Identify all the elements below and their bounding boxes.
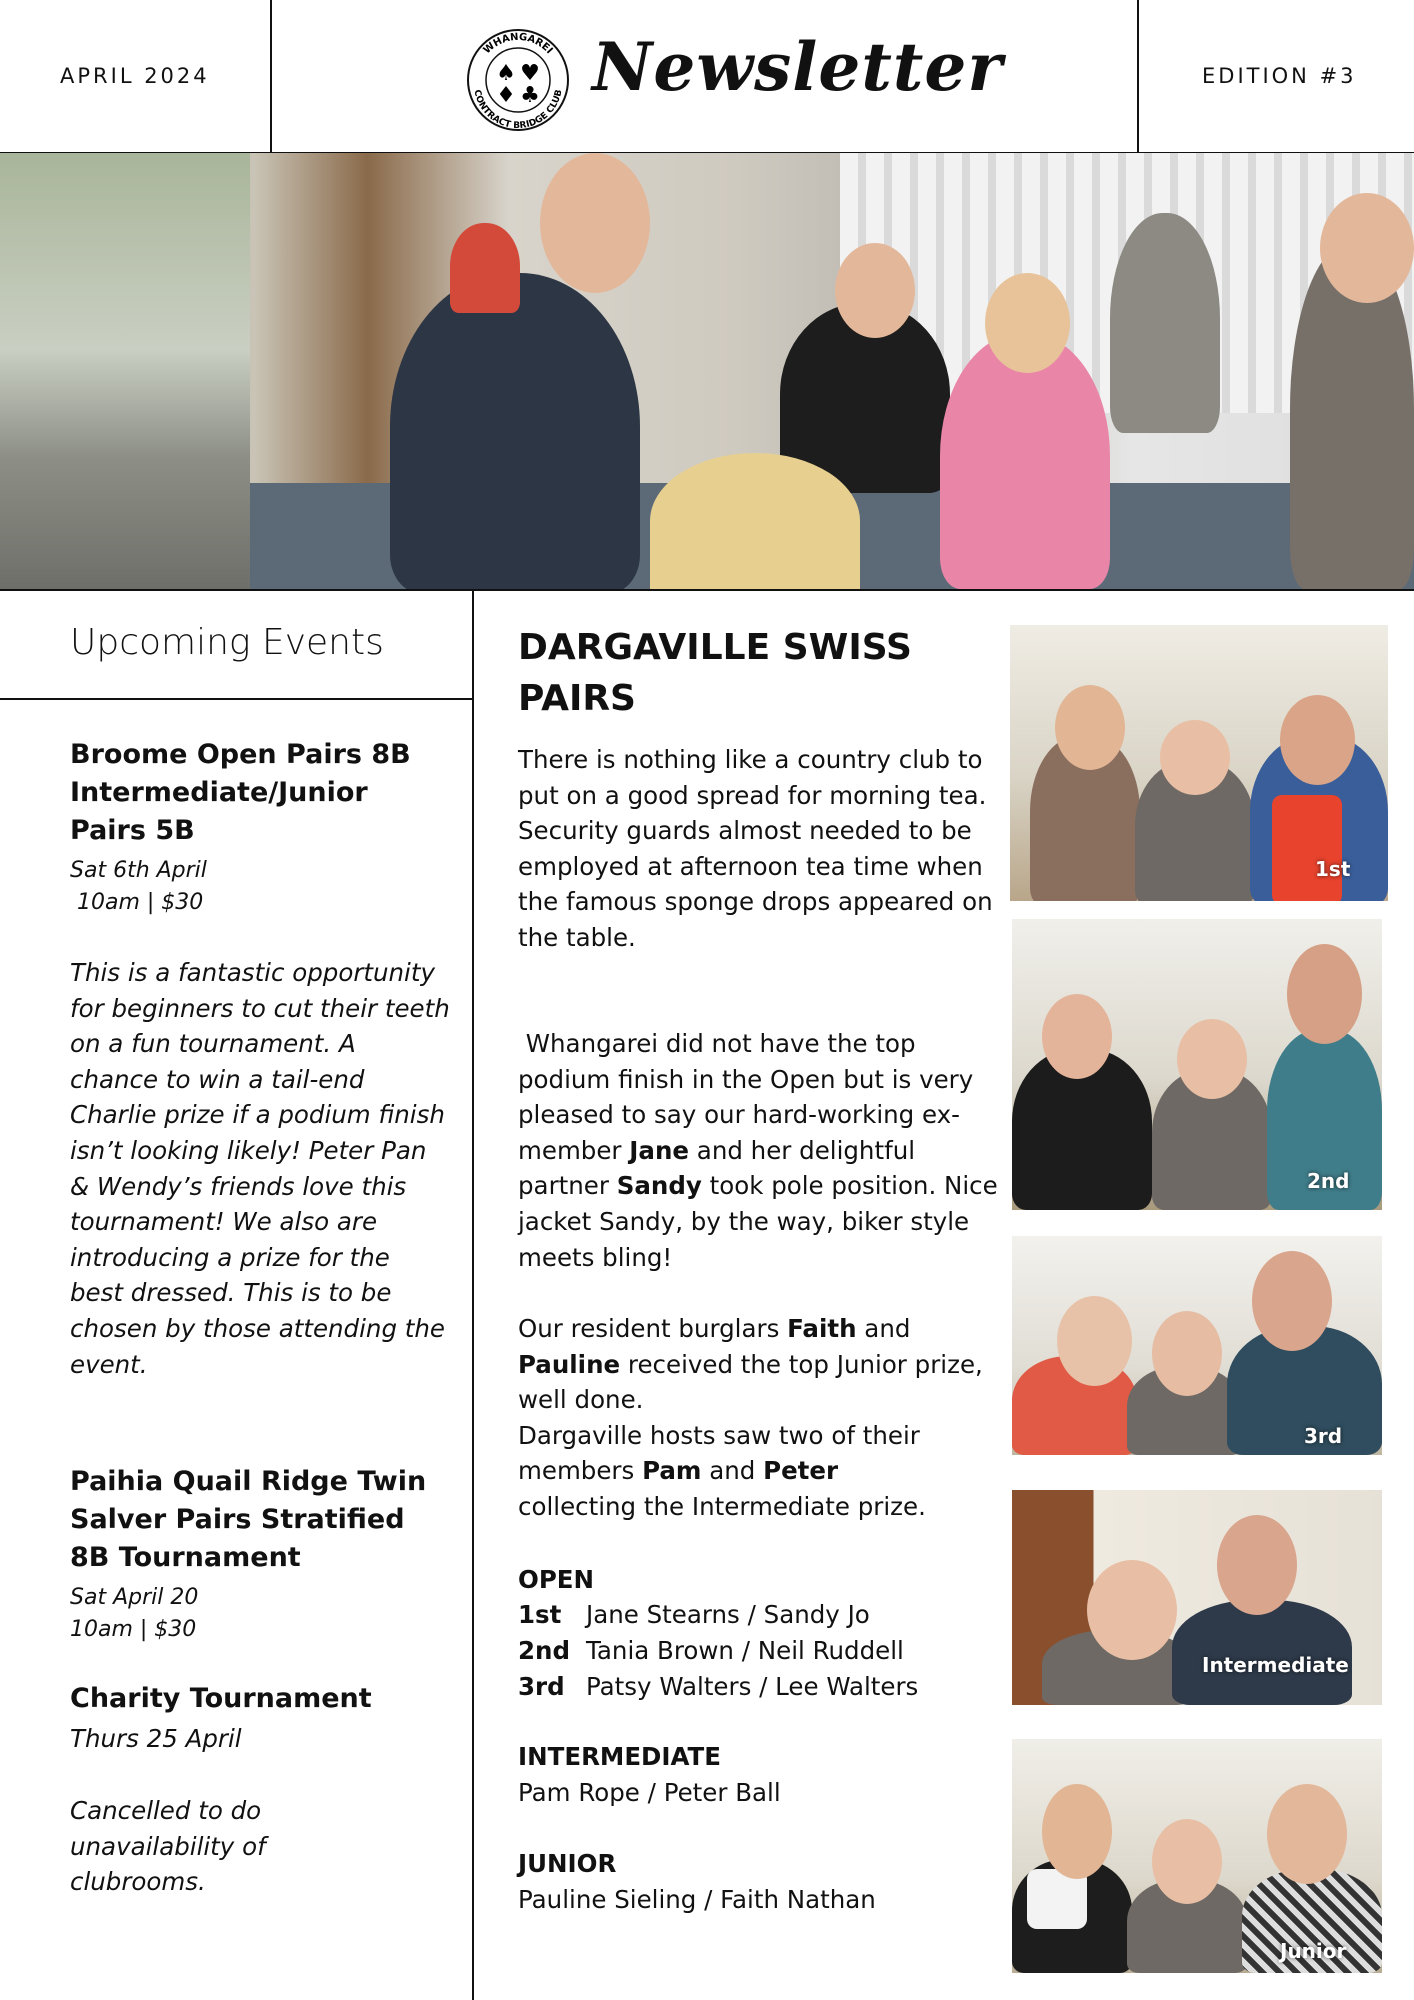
result-names: Pauline Sieling / Faith Nathan <box>518 1885 876 1914</box>
result-row <box>518 1636 904 1665</box>
hero-person <box>1110 213 1220 433</box>
results-intermediate-heading: INTERMEDIATE <box>518 1742 722 1771</box>
result-row <box>518 1600 870 1629</box>
article-text: and her delightful partner <box>518 1135 923 1201</box>
article-text: Our resident burglars <box>518 1314 788 1343</box>
photo-caption: Intermediate <box>1202 1653 1349 1677</box>
article-text: and <box>856 1314 919 1343</box>
events-heading-rule <box>0 698 472 700</box>
event-title: Broome Open Pairs 8B Intermediate/Junior Pairs 5B <box>70 739 411 846</box>
issue-date: APRIL 2024 <box>60 64 210 88</box>
article-text: and <box>701 1456 764 1486</box>
article-text: took pole position. Nice jacket Sandy, by the way, biker style meets bling! <box>518 1171 1006 1272</box>
hero-person-head <box>540 153 650 293</box>
photo-1st <box>1010 625 1388 901</box>
hero-person <box>450 223 520 313</box>
event-date: Thurs 25 April <box>70 1724 242 1753</box>
event-date: Sat April 20 <box>70 1585 199 1610</box>
article-text: received the top Junior prize, well done. <box>518 1349 991 1415</box>
event-title: Paihia Quail Ridge Twin Salver Pairs Stratified 8B Tournament <box>70 1466 427 1573</box>
heart-icon: ♥ <box>520 61 540 86</box>
result-names: Patsy Walters / Lee Walters <box>586 1672 919 1701</box>
article-text: collecting the Intermediate prize. <box>518 1491 926 1521</box>
hero-bottom-rule <box>0 589 1414 591</box>
hero-person-head <box>985 273 1070 373</box>
name-faith: Faith <box>787 1314 857 1343</box>
result-row <box>518 1672 918 1701</box>
event-title: Charity Tournament <box>70 1683 372 1714</box>
article-title: DARGAVILLE SWISS PAIRS <box>518 627 912 719</box>
photo-intermediate <box>1012 1490 1382 1705</box>
event-description: Cancelled to do unavailability of clubrooms. <box>70 1796 266 1897</box>
results-junior-heading: JUNIOR <box>518 1849 617 1878</box>
hero-person <box>650 453 860 589</box>
upcoming-events-heading: Upcoming Events <box>70 622 384 663</box>
logo-text-bottom: CONTRACT BRIDGE CLUB <box>471 88 565 132</box>
photo-caption: Junior <box>1280 1939 1347 1963</box>
hero-person <box>390 273 640 589</box>
results-open-heading: OPEN <box>518 1565 595 1594</box>
photo-caption: 1st <box>1315 857 1351 881</box>
photo-caption: 2nd <box>1307 1169 1350 1193</box>
article-paragraph: There is nothing like a country club to put on a good spread for morning tea. Security guards almost needed to be employed at afternoon tea time when the famous sponge drops appeared on the table. <box>518 745 993 952</box>
photo-caption: 3rd <box>1304 1424 1343 1448</box>
name-jane: Jane <box>629 1135 690 1165</box>
photo-3rd <box>1012 1236 1382 1455</box>
hero-photo <box>0 153 1414 589</box>
svg-text:CONTRACT BRIDGE CLUB <box>471 89 564 131</box>
name-sandy: Sandy <box>616 1171 702 1201</box>
hero-person-head <box>835 243 915 338</box>
result-names: Pam Rope / Peter Ball <box>518 1778 781 1807</box>
result-names: Jane Stearns / Sandy Jo <box>586 1600 870 1629</box>
name-pauline: Pauline <box>518 1349 621 1379</box>
diamond-icon: ♦ <box>496 83 516 108</box>
article-text: Whangarei did not have the top podium finish in the Open but is very pleased to say our hard-working ex-member <box>518 1029 982 1165</box>
result-names: Tania Brown / Neil Ruddell <box>586 1636 904 1665</box>
photo-2nd <box>1012 919 1382 1210</box>
result-place: 3rd <box>518 1672 565 1701</box>
edition-number: EDITION #3 <box>1202 64 1357 88</box>
name-pam: Pam <box>642 1456 702 1486</box>
column-divider <box>472 589 474 2000</box>
hero-window <box>0 153 250 589</box>
event-time: 10am | $30 <box>70 890 204 915</box>
club-logo <box>464 28 572 132</box>
newsletter-title: Newsletter <box>592 28 1004 106</box>
hero-person-head <box>1320 193 1414 303</box>
event-time: 10am | $30 <box>70 1617 197 1642</box>
spade-icon: ♠ <box>496 61 516 86</box>
header <box>0 0 1414 152</box>
name-peter: Peter <box>763 1456 839 1486</box>
article-paragraph <box>518 1026 1006 1275</box>
article-paragraph <box>518 1311 998 1525</box>
article-text: Dargaville hosts saw two of their members <box>518 1420 928 1486</box>
result-place: 2nd <box>518 1636 571 1665</box>
svg-text:WHANGAREI <box>482 32 555 57</box>
club-icon: ♣ <box>520 83 540 108</box>
photo-junior <box>1012 1739 1382 1973</box>
event-description: This is a fantastic opportunity for beginners to cut their teeth on a fun tournament. A chance to win a tail-end Charlie prize if a podium finish isn’t looking likely! Peter Pan & Wendy’s friends love this tournament! We also are introducing a prize for the best dressed. This is to be chosen by those attending the event. <box>70 958 450 1379</box>
result-place: 1st <box>518 1600 562 1629</box>
event-date: Sat 6th April <box>70 858 207 883</box>
logo-text-top: WHANGAREI <box>481 31 555 57</box>
